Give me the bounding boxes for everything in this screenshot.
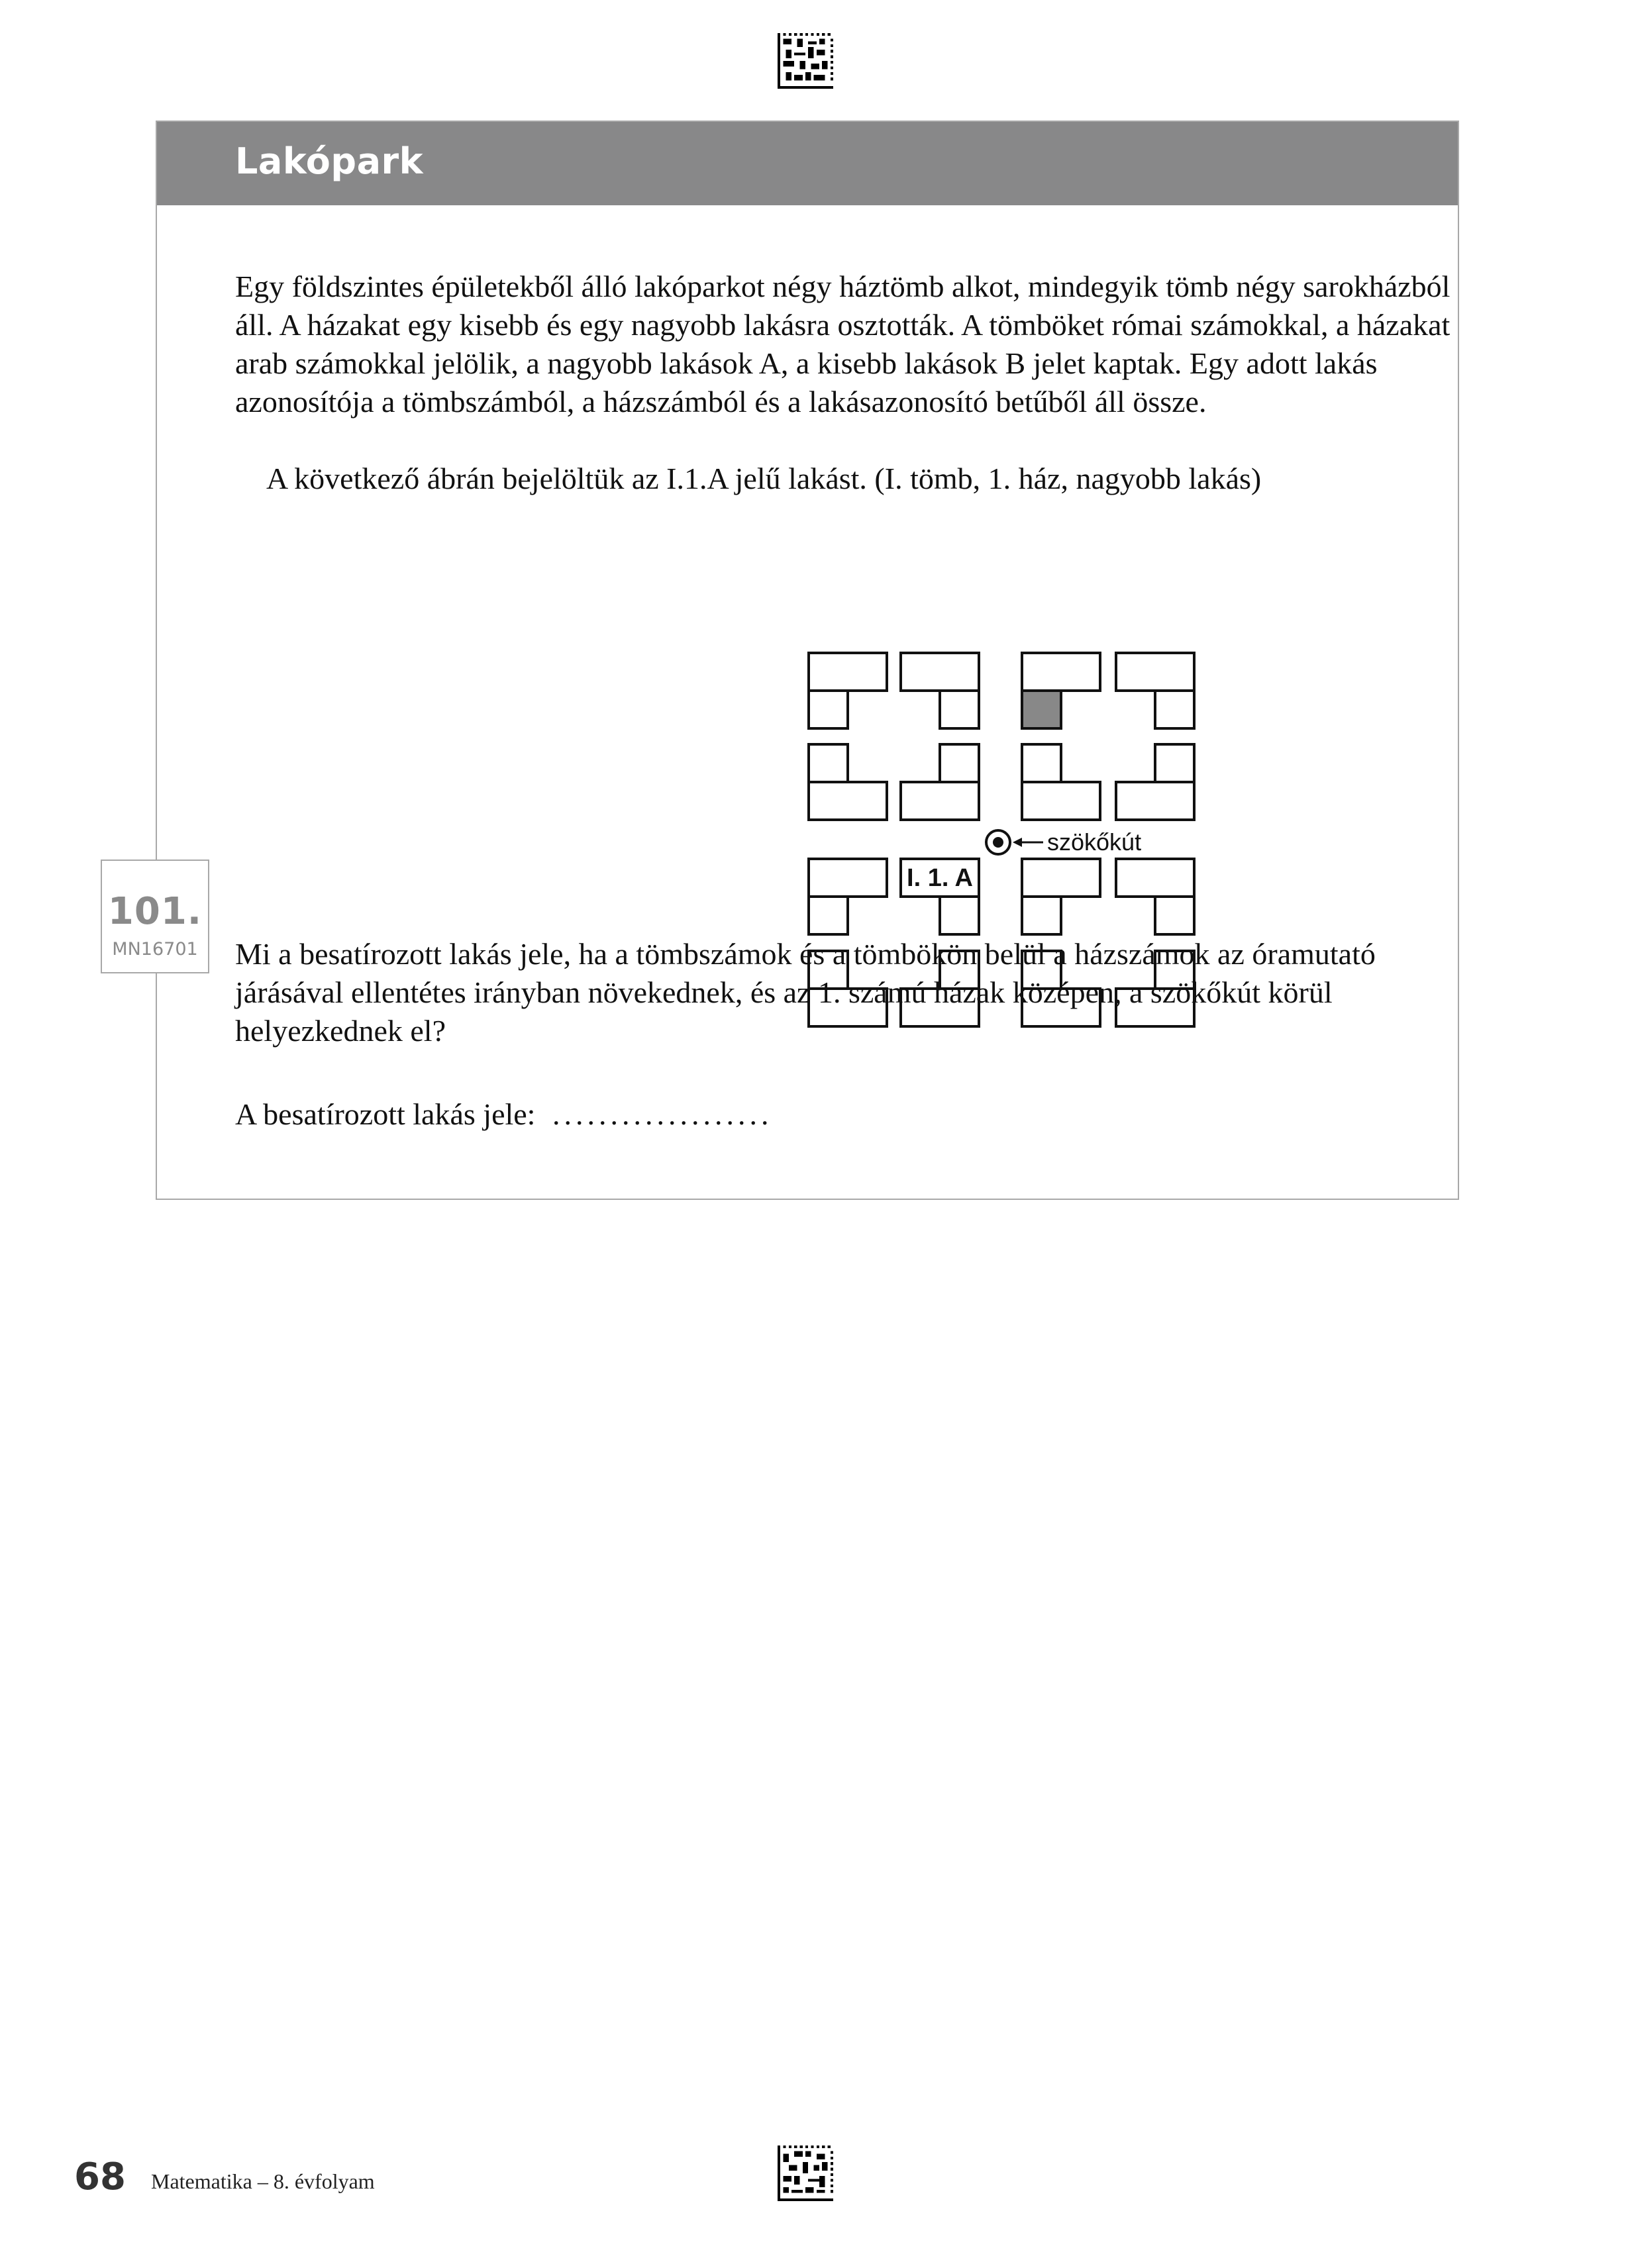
small-unit [1022, 744, 1061, 782]
task-example-text: A következő ábrán bejelöltük az I.1.A jelű lakást. (I. tömb, 1. ház, nagyobb lakás) [266, 462, 1262, 495]
datamatrix-icon-top [778, 33, 833, 89]
task-title-bar [157, 122, 1458, 205]
large-unit [809, 859, 887, 897]
page-number: 68 [74, 2155, 126, 2198]
small-unit [1155, 897, 1194, 934]
small-unit [940, 897, 979, 934]
answer-field[interactable]: ................... [552, 1097, 773, 1131]
small-unit [809, 897, 848, 934]
task-number-box [101, 860, 209, 973]
shaded-unit [1022, 691, 1061, 728]
small-unit [809, 744, 848, 782]
large-unit [809, 653, 887, 691]
house-9 [809, 859, 887, 934]
footer-title: Matematika – 8. évfolyam [151, 2169, 375, 2193]
task-intro-text: Egy földszintes épületekből álló lakóparkot négy háztömb alkot, mindegyik tömb négy sarokházból áll. A házakat egy kisebb és egy nagyobb lakásra osztották. A tömböket római számokkal, a házakat arab számokkal jelölik, a nagyobb lakások A, a kisebb lakások B jelet kaptak. Egy adott lakás azonosítója a tömbszámból, a házszámból és a lakásazonosító betűből áll össze. [235, 270, 1450, 419]
task-number: 101. [107, 890, 203, 933]
house-11 [1022, 859, 1100, 934]
large-unit [901, 782, 979, 820]
fountain-icon [986, 830, 1010, 854]
large-unit [1022, 782, 1100, 820]
unit-label-i-1-a: I. 1. A [907, 864, 973, 892]
small-unit [1022, 897, 1061, 934]
house-3 [1022, 653, 1100, 728]
house-7 [1022, 744, 1100, 820]
large-unit [1116, 859, 1194, 897]
small-unit [809, 691, 848, 728]
small-unit [940, 744, 979, 782]
large-unit [901, 653, 979, 691]
large-unit [1022, 859, 1100, 897]
large-unit [1116, 782, 1194, 820]
house-2 [901, 653, 979, 728]
large-unit [1116, 653, 1194, 691]
answer-line [235, 1095, 1467, 1134]
house-6 [901, 744, 979, 820]
datamatrix-icon-bottom [778, 2145, 833, 2201]
house-1 [809, 653, 887, 728]
large-unit [1022, 653, 1100, 691]
house-8 [1116, 744, 1194, 820]
arrow-left-icon [1013, 838, 1043, 847]
small-unit [1155, 744, 1194, 782]
task-box [156, 121, 1459, 1200]
small-unit [1155, 691, 1194, 728]
answer-label: A besatírozott lakás jele: [235, 1097, 536, 1131]
task-code: MN16701 [112, 939, 198, 960]
large-unit [809, 782, 887, 820]
house-5 [809, 744, 887, 820]
fountain-label: szökőkút [1047, 828, 1142, 856]
task-title: Lakópark [235, 140, 424, 182]
small-unit [940, 691, 979, 728]
house-10 [901, 859, 979, 934]
question-text: Mi a besatírozott lakás jele, ha a tömbszámok és a tömbökön belül a házszámok az óramutató járásával ellentétes irányban növekednek, és az 1. számú házak középen, a szökőkút körül helyezkednek el? [235, 937, 1376, 1048]
house-4 [1116, 653, 1194, 728]
house-12 [1116, 859, 1194, 934]
